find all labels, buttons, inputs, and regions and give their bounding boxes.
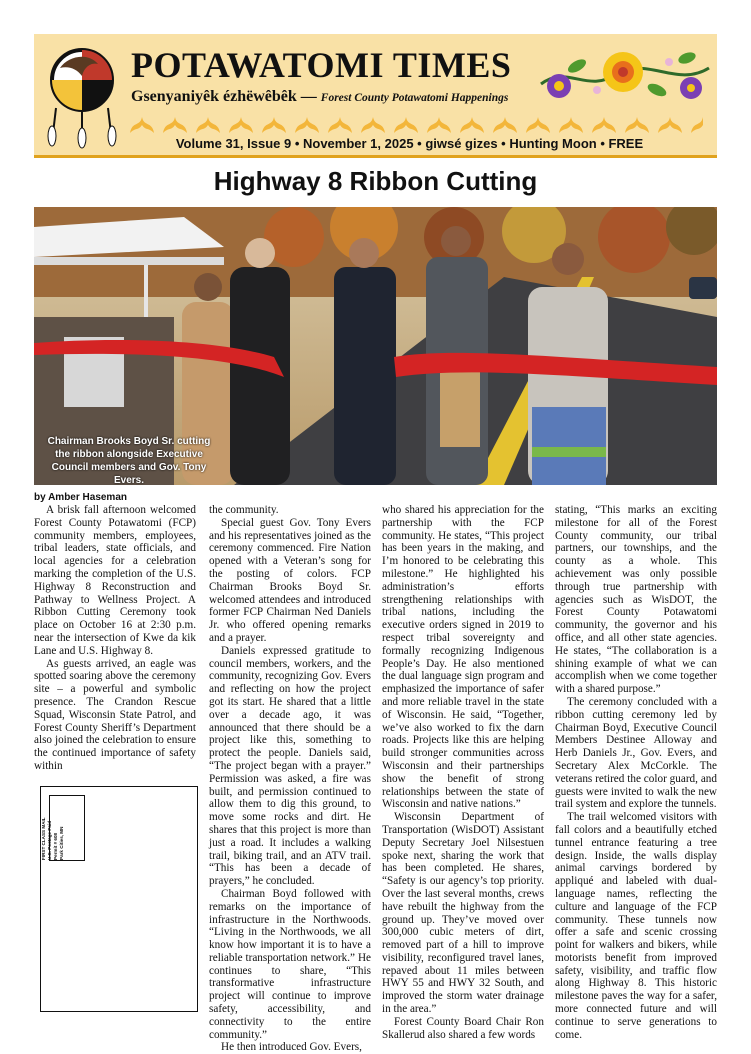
flame-icon — [161, 113, 189, 135]
byline: by Amber Haseman — [34, 492, 127, 503]
paragraph: who shared his appreciation for the partnership with the FCP community. He states, “This project has been years in the making, and I’m honored to be celebrating this milestone.” He highlighted his administration’s efforts strengthening relationships with tribal nations, including the executive orders signed in 2019 to respect tribal sovereignty and formally recognizing Indigenous People’s Day. He also mentioned the dual language sign program and emphasized the importance of safer and more reliable travel in the state of Wisconsin. He said, “Together, we’ve also worked to fix the darn roads. Projects like this are helping build stronger communities across Wisconsin and their partnerships show the benefit of strong relationships between the state of Wisconsin and native nations.” — [382, 504, 544, 811]
flame-icon — [326, 113, 354, 135]
floral-decoration — [537, 44, 713, 102]
flame-icon — [425, 113, 453, 135]
paragraph: As guests arrived, an eagle was spotted soaring above the ceremony site – a powerful and symbolic presence. The Crandon Rescue Squad, Wisconsin State Patrol, and Forest County Sheriff’s Department also joined the celebration to ensure the continued importance of safety within — [34, 657, 196, 772]
flame-icon — [590, 113, 618, 135]
subtitle-tagline: Forest County Potawatomi Happenings — [320, 92, 509, 104]
flame-icon — [623, 113, 651, 135]
paragraph: A brisk fall afternoon welcomed Forest County Potawatomi (FCP) community members, employees, tribal leaders, state officials, and local agencies for a celebration marking the completion of the U.S. Highway 8 Reconstruction and Pathway to Wellness Project. A Ribbon Cutting Ceremony took place on October 16 at 2:30 p.m. near the intersection of Kwe da kik Lane and U.S. Highway 8. — [34, 504, 196, 657]
flame-icon — [194, 113, 222, 135]
issue-info-bar: Volume 31, Issue 9 • November 1, 2025 • giwsé gizes • Hunting Moon • FREE — [175, 136, 644, 151]
paragraph: He then introduced Gov. Evers, — [221, 1041, 362, 1054]
flame-icon — [557, 113, 585, 135]
paragraph: Special guest Gov. Tony Evers and his representatives joined as the ceremony commenced. Fire Nation opened with a Veteran’s song for the posting of colors. FCP Chairman Brooks Boyd Sr. welcomed attendees and introduced former FCP Chairman Ned Daniels Jr. who offered opening remarks and a prayer. — [209, 516, 371, 644]
flame-icon — [491, 113, 519, 135]
paragraph: The ceremony concluded with a ribbon cutting ceremony led by Chairman Boyd, Executive Council Members Destinee Alloway and Herb Daniels Jr., Gov. Evers, and Secretary Alex McCorkle. The veterans retired the color guard, and guests were invited to walk the new trail system and explore the tunnels. — [555, 695, 717, 811]
flame-icon — [689, 113, 703, 135]
photo-caption: Chairman Brooks Boyd Sr. cutting the ribbon alongside Executive Council members and Gov. Tony Evers. — [47, 436, 211, 486]
paragraph: the community. — [209, 504, 279, 516]
newspaper-title: POTAWATOMI TIMES — [131, 45, 512, 85]
article-column-1 — [34, 504, 196, 773]
article-column-3 — [382, 504, 544, 1041]
paragraph: Forest County Board Chair Ron Skallerud also shared a few words — [382, 1015, 544, 1041]
article-headline: Highway 8 Ribbon Cutting — [213, 166, 538, 196]
flame-icon — [227, 113, 255, 135]
mailing-label-box — [40, 786, 198, 1012]
flame-icon — [656, 113, 684, 135]
flame-icon — [293, 113, 321, 135]
medicine-wheel-logo — [38, 38, 126, 150]
flame-icon — [128, 113, 156, 135]
newspaper-subtitle — [131, 88, 508, 106]
postage-indicia — [41, 795, 85, 861]
flame-icon — [392, 113, 420, 135]
paragraph: Chairman Boyd followed with remarks on the importance of infrastructure in the Northwoods. “Living in the Northwoods, we all know how important it is to have a reliable transportation network.” He continues to share, “This transformative infrastructure project will continue to improve safety, accessibility, and connectivity to the entire community.” — [209, 887, 371, 1041]
flame-icon — [524, 113, 552, 135]
paragraph: stating, “This marks an exciting milestone for all of the Forest County community, our tribal partners, our townships, and the county as a whole. This achievement was only possible through true partnership with agencies such as WisDOT, the Forest County Potawatomi community, the governor and his office, and all other state agencies. He states, “The collaboration is a shining example of what we can accomplish when we come together with a shared purpose.” — [555, 504, 717, 696]
paragraph: The trail welcomed visitors with fall colors and a beautifully etched tunnel entrance featuring a tree design. Inside, the walls display animal carvings bordered by appliqué and labeled with dual-language names, reflecting the culture and language of the FCP community. These tunnels now offer a safe and scenic crossing point for walkers and bikers, while motorists benefit from improved safety, visibility, and traffic flow along Highway 8. This historic milestone paves the way for a safer, more connected future and will continue to serve generations to come. — [555, 811, 717, 1041]
article-column-2 — [209, 504, 371, 1054]
flame-icon — [260, 113, 288, 135]
paragraph: Daniels expressed gratitude to council members, workers, and the community, recognizing Gov. Evers and reflecting on how the project got its start. He shared that a little over a decade ago, it was announced that there should be a project like this, something to protect the people. Daniels said, “The project began with a prayer.” Permission was asked, a fire was built, and permission continued to allow them to dig this ground, to move some rocks and dirt. He shares that this project is more than just a road. It includes a walking trail, biking trail, and an ATV trail. “This has been a decade of prayers,” he concluded. — [209, 644, 371, 888]
postage-text: FIRST CLASS MAIL U.S. Postage Paid Permit # 608 Park Cities, MN — [41, 817, 64, 860]
flame-icon — [359, 113, 387, 135]
paragraph: Wisconsin Department of Transportation (WisDOT) Assistant Deputy Secretary Joel Nilsestuen spoke next, sharing the work that has been completed. He shares, “Safety is our agency’s top priority. Over the last several months, crews have rebuilt the highway from the ground up. They’ve moved over 300,000 cubic meters of dirt, removed part of a hill to improve visibility, reconfigured travel lanes, repaved about 11 miles between HWY 55 and HWY 32 South, and improved the storm water drainage in the area.” — [382, 811, 544, 1016]
article-column-4 — [555, 504, 717, 1041]
subtitle-native: Gsenyaniyêk ézhëwêbêk — — [131, 88, 317, 105]
flame-icon — [458, 113, 486, 135]
